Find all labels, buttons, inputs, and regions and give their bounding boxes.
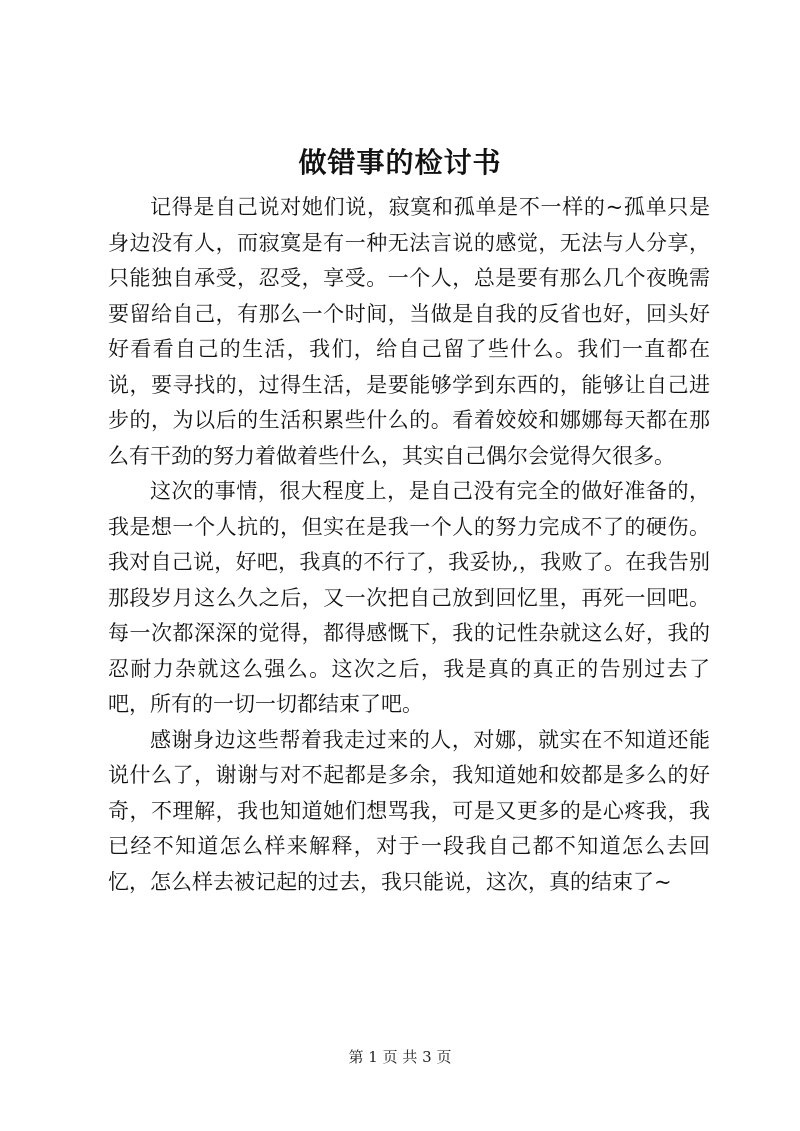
paragraph-1: 记得是自己说对她们说，寂寞和孤单是不一样的~孤单只是身边没有人，而寂寞是有一种无法言说的感觉，无法与人分享，只能独自承受，忍受，享受。一个人，总是要有那么几个夜晚需要留给自己，有那么一个时间，当做是自我的反省也好，回头好好看看自己的生活，我们，给自己留了些什么。我们一直都在说，要寻找的，过得生活，是要能够学到东西的，能够让自己进步的，为以后的生活积累些什么的。看着姣姣和娜娜每天都在那么有干劲的努力着做着些什么，其实自己偶尔会觉得欠很多。 bbox=[108, 195, 710, 468]
document-title: 做错事的检讨书 bbox=[298, 146, 502, 179]
paragraph-3: 感谢身边这些帮着我走过来的人，对娜，就实在不知道还能说什么了，谢谢与对不起都是多余，我知道她和姣都是多么的好奇，不理解，我也知道她们想骂我，可是又更多的是心疼我，我已经不知道怎么样来解释，对于一段我自己都不知道怎么去回忆，怎么样去被记起的过去，我只能说，这次，真的结束了~ bbox=[108, 727, 710, 894]
page-footer: 第 1 页 共 3 页 bbox=[348, 1048, 452, 1066]
paragraph-2: 这次的事情，很大程度上，是自己没有完全的做好准备的，我是想一个人抗的，但实在是我一个人的努力完成不了的硬伤。我对自己说，好吧，我真的不行了，我妥协,，我败了。在我告别那段岁月这么久之后，又一次把自己放到回忆里，再死一回吧。每一次都深深的觉得，都得感慨下，我的记性杂就这么好，我的忍耐力杂就这么强么。这次之后，我是真的真正的告别过去了吧，所有的一切一切都结束了吧。 bbox=[108, 479, 710, 716]
document-body bbox=[108, 190, 710, 900]
